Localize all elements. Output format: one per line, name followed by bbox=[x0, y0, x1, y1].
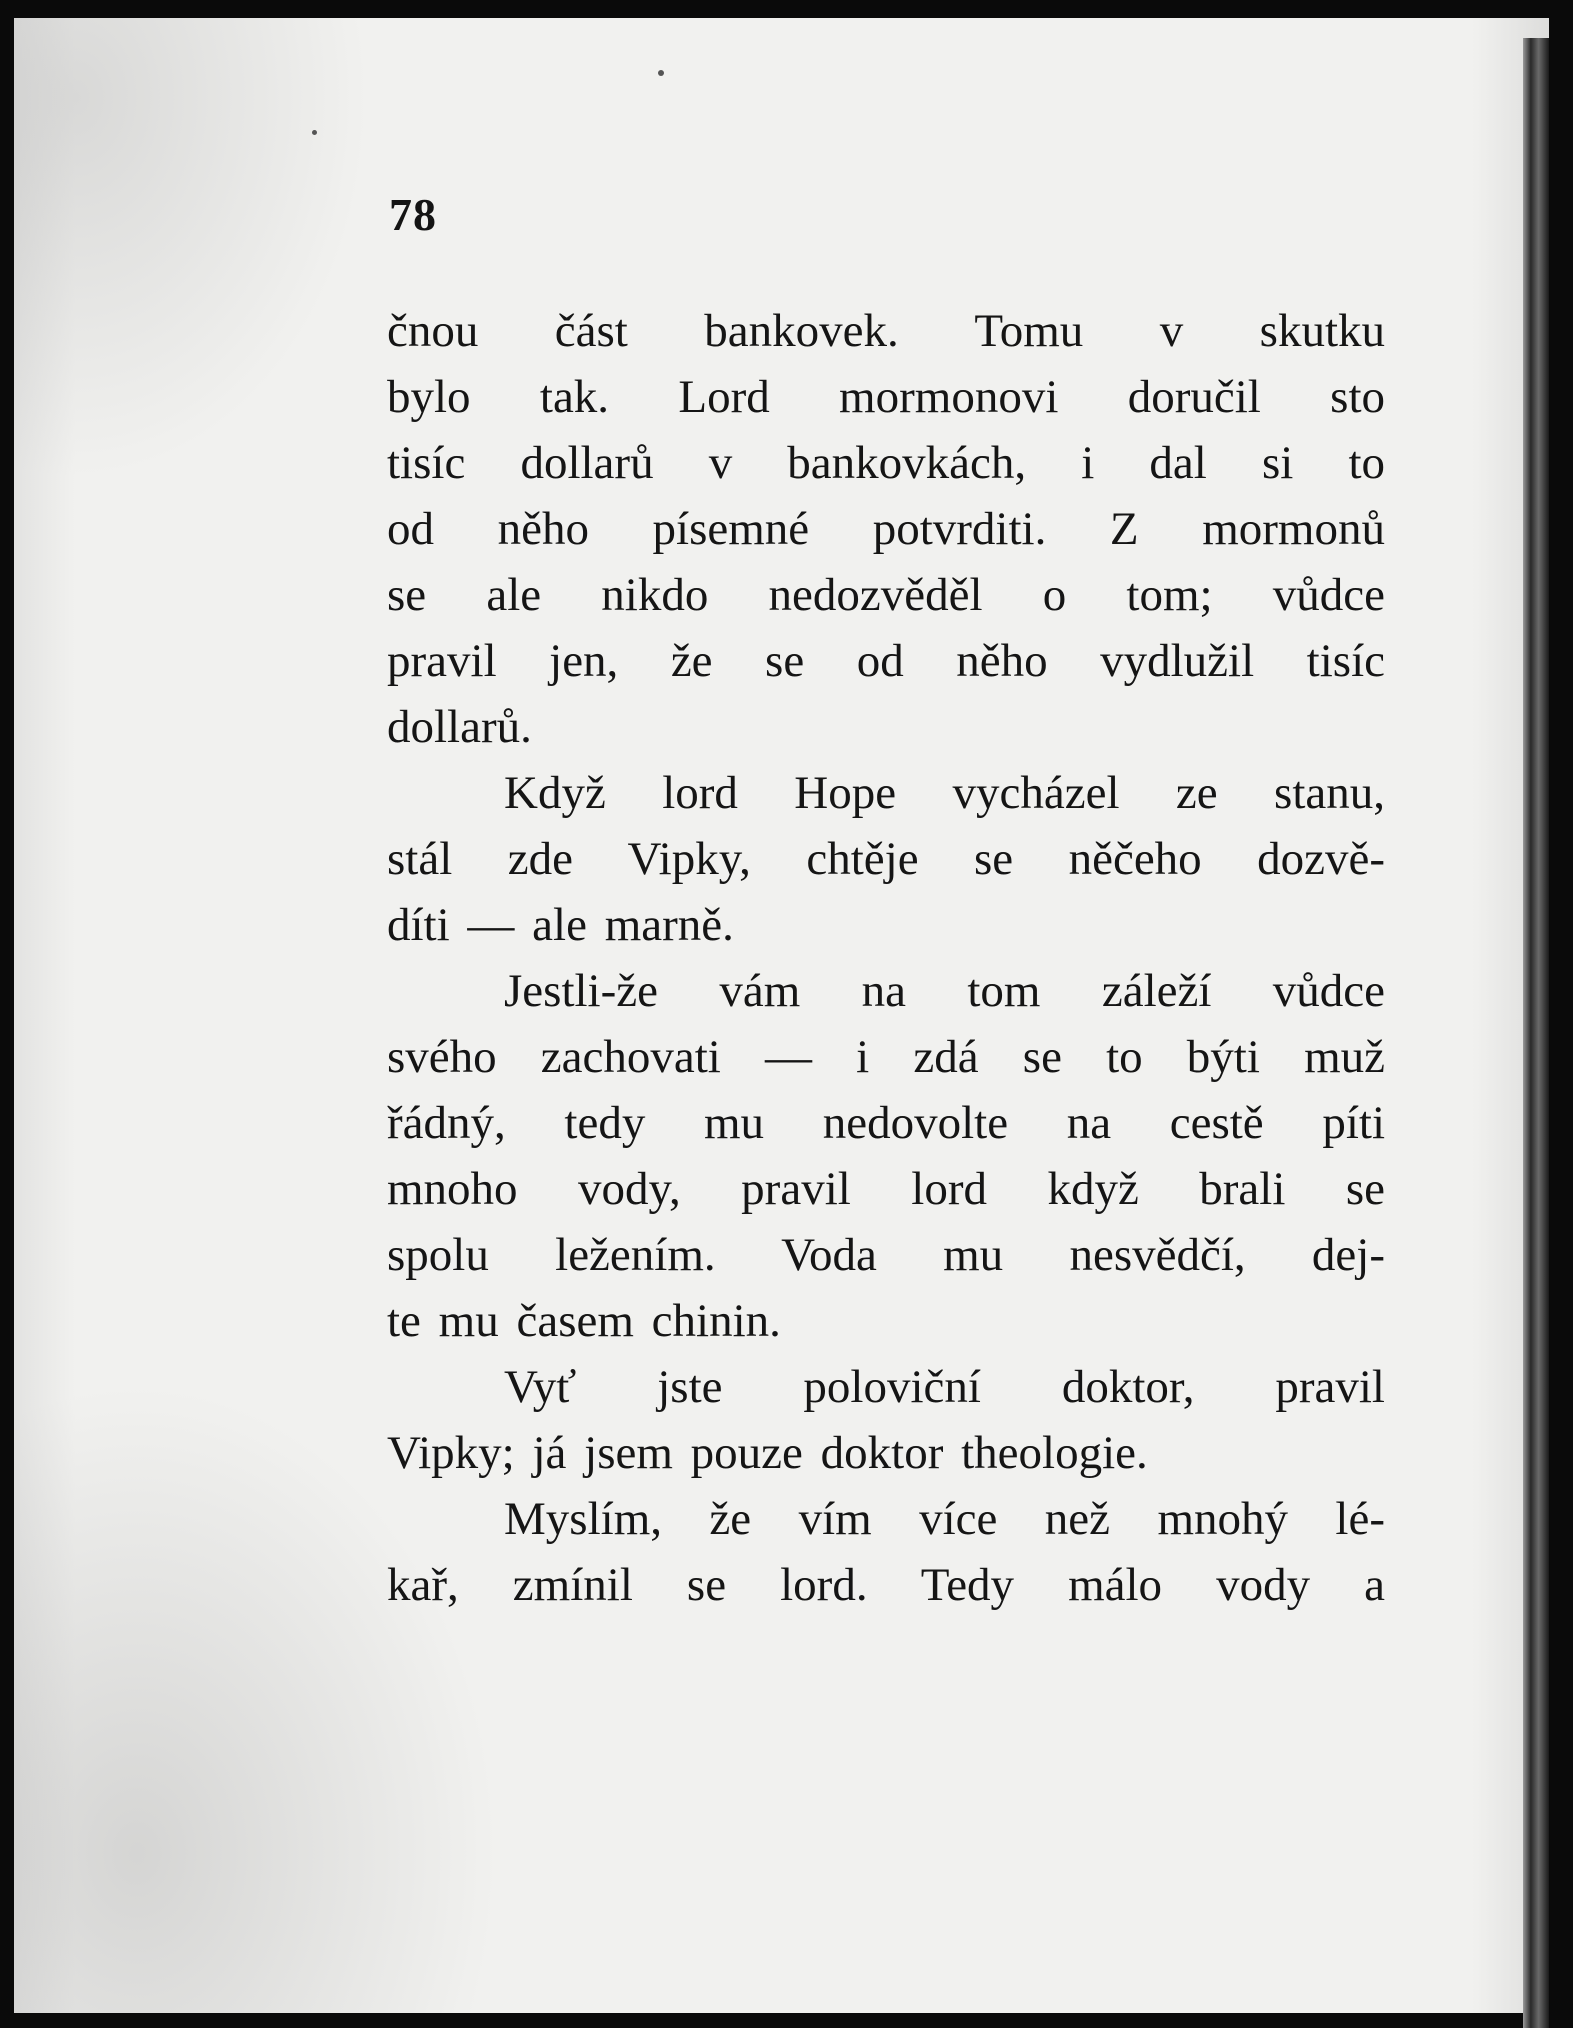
text-line: Myslím, že vím více než mnohý lé- bbox=[504, 1493, 1385, 1545]
text-line: bylo tak. Lord mormonovi doručil sto bbox=[387, 371, 1385, 423]
text-line: tisíc dollarů v bankovkách, i dal si to bbox=[387, 437, 1385, 489]
text-line: te mu časem chinin. bbox=[387, 1295, 781, 1347]
text-line: kař, zmínil se lord. Tedy málo vody a bbox=[387, 1559, 1385, 1611]
text-line: pravil jen, že se od něho vydlužil tisíc bbox=[387, 635, 1385, 687]
paper-speck bbox=[312, 130, 317, 135]
book-spine-shadow bbox=[1523, 38, 1549, 2028]
paragraph bbox=[387, 1354, 1385, 1486]
paper-speck bbox=[658, 70, 664, 76]
text-line: díti — ale marně. bbox=[387, 899, 734, 951]
text-line: svého zachovati — i zdá se to býti muž bbox=[387, 1031, 1385, 1083]
text-line: Vipky; já jsem pouze doktor theologie. bbox=[387, 1427, 1148, 1479]
paragraph bbox=[387, 958, 1385, 1354]
paragraph bbox=[387, 298, 1385, 760]
text-line: mnoho vody, pravil lord když brali se bbox=[387, 1163, 1385, 1215]
text-line: Vyť jste poloviční doktor, pravil bbox=[504, 1361, 1385, 1413]
book-page bbox=[14, 18, 1549, 2013]
text-line: dollarů. bbox=[387, 701, 532, 753]
page-number: 78 bbox=[389, 189, 437, 240]
text-line: spolu ležením. Voda mu nesvědčí, dej- bbox=[387, 1229, 1385, 1281]
paragraph bbox=[387, 760, 1385, 958]
text-line: stál zde Vipky, chtěje se něčeho dozvě- bbox=[387, 833, 1385, 885]
text-line: Jestli-že vám na tom záleží vůdce bbox=[504, 965, 1385, 1017]
paragraph bbox=[387, 1486, 1385, 1618]
text-line: řádný, tedy mu nedovolte na cestě píti bbox=[387, 1097, 1385, 1149]
text-line: od něho písemné potvrditi. Z mormonů bbox=[387, 503, 1385, 555]
text-line: čnou část bankovek. Tomu v skutku bbox=[387, 305, 1385, 357]
text-line: Když lord Hope vycházel ze stanu, bbox=[504, 767, 1385, 819]
text-line: se ale nikdo nedozvěděl o tom; vůdce bbox=[387, 569, 1385, 621]
body-text bbox=[387, 298, 1385, 1618]
